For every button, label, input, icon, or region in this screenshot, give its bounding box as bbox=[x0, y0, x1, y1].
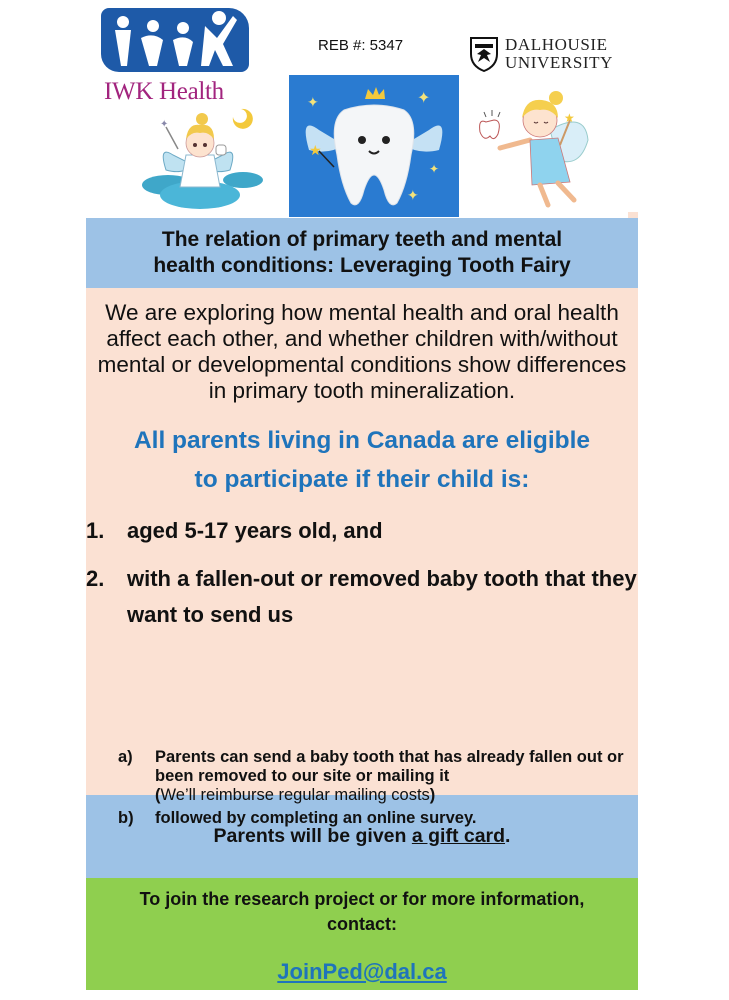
svg-text:✦: ✦ bbox=[160, 119, 169, 130]
dalhousie-shield-icon bbox=[469, 36, 499, 72]
criteria-item bbox=[86, 513, 638, 549]
criteria-text: aged 5-17 years old, and bbox=[127, 518, 383, 543]
step-text: followed by completing an online survey. bbox=[155, 809, 477, 827]
flying-tooth-fairy-illustration bbox=[470, 90, 600, 208]
reb-number: REB #: 5347 bbox=[318, 37, 404, 54]
gift-suffix: . bbox=[505, 825, 511, 847]
step-note-close: ) bbox=[429, 786, 436, 804]
criteria-item bbox=[86, 561, 638, 633]
step-note-open: ( bbox=[155, 786, 161, 804]
university-name-line2: UNIVERSITY bbox=[505, 53, 613, 72]
step-label: b) bbox=[118, 809, 134, 827]
iwk-figures-icon bbox=[101, 8, 249, 72]
svg-text:★: ★ bbox=[309, 142, 322, 158]
svg-text:✦: ✦ bbox=[407, 187, 419, 203]
study-title-band bbox=[86, 218, 638, 288]
svg-text:✦: ✦ bbox=[307, 94, 319, 110]
study-title-line1: The relation of primary teeth and mental bbox=[161, 228, 563, 251]
step-item bbox=[118, 748, 628, 805]
contact-instructions: To join the research project or for more information, contact: bbox=[139, 889, 585, 934]
participation-steps-list bbox=[118, 748, 628, 828]
iwk-health-wordmark: IWK Health bbox=[104, 78, 224, 105]
step-text: Parents can send a baby tooth that has already fallen out or been removed to our site or mailing it bbox=[155, 748, 624, 785]
study-info-band bbox=[86, 288, 638, 827]
criteria-number: 1. bbox=[86, 518, 105, 543]
university-name-line1: DALHOUSIE bbox=[505, 35, 608, 54]
study-description: We are exploring how mental health and oral health affect each other, and whether children with/without mental or developmental conditions show differences in primary tooth mineralization. bbox=[97, 300, 627, 403]
step-note: We’ll reimburse regular mailing costs bbox=[160, 786, 430, 804]
gift-card-highlight: a gift card bbox=[411, 825, 506, 847]
criteria-text: with a fallen-out or removed baby tooth that they want to send us bbox=[127, 566, 637, 627]
iwk-logo bbox=[101, 8, 249, 72]
contact-band bbox=[86, 878, 638, 990]
eligibility-line2: to participate if their child is: bbox=[194, 466, 530, 493]
contact-email-link[interactable]: JoinPed@dal.ca bbox=[277, 959, 447, 984]
smiling-tooth-icon bbox=[289, 75, 459, 217]
gift-prefix: Parents will be given bbox=[213, 825, 412, 847]
svg-text:✦: ✦ bbox=[417, 90, 431, 107]
svg-text:★: ★ bbox=[564, 111, 575, 125]
step-label: a) bbox=[118, 748, 133, 766]
cartoon-tooth-fairy-image bbox=[289, 75, 459, 217]
study-title-line2: health conditions: Leveraging Tooth Fairy bbox=[153, 254, 571, 277]
eligibility-heading bbox=[86, 421, 638, 499]
dalhousie-logo bbox=[469, 36, 613, 72]
svg-text:✦: ✦ bbox=[429, 162, 440, 176]
eligibility-criteria-list bbox=[86, 513, 638, 645]
flyer-panel bbox=[86, 218, 638, 990]
criteria-number: 2. bbox=[86, 566, 105, 591]
eligibility-line1: All parents living in Canada are eligible bbox=[133, 427, 591, 454]
tooth-fairy-on-cloud-illustration bbox=[138, 105, 263, 213]
step-item bbox=[118, 809, 628, 828]
